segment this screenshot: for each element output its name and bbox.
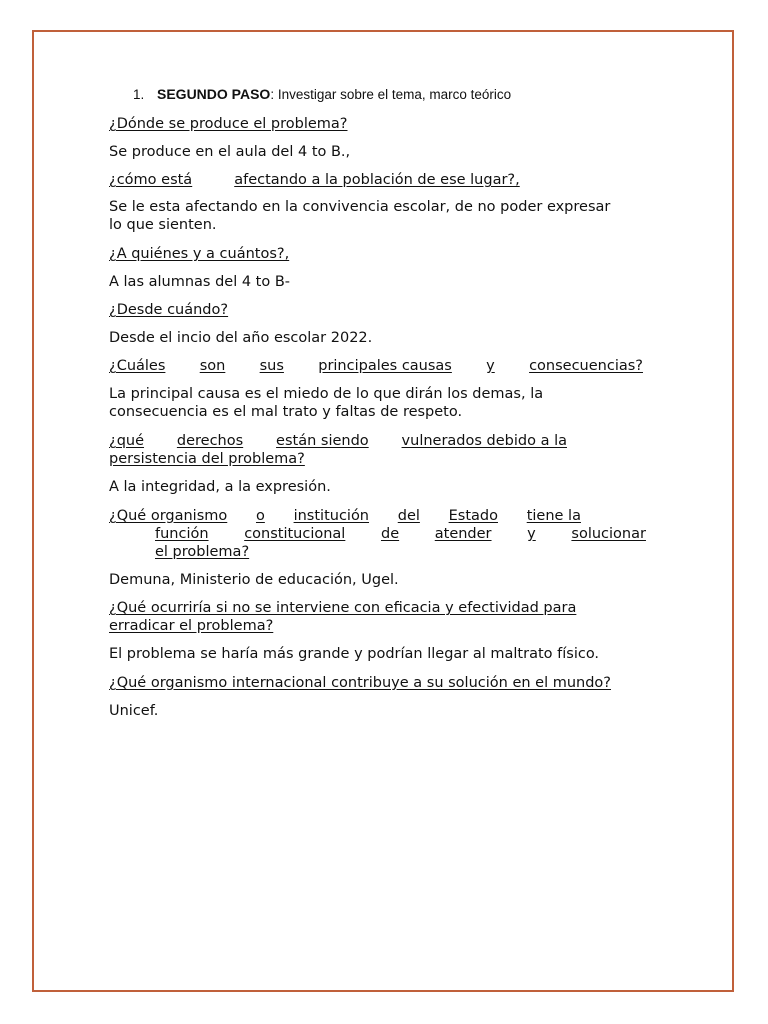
question-5-word: son xyxy=(199,358,226,374)
question-6-word: están siendo xyxy=(276,433,369,449)
question-8-line-1: ¿Qué ocurriría si no se interviene con eficacia y efectividad para xyxy=(109,600,577,616)
question-6-line-2: persistencia del problema? xyxy=(109,451,305,467)
question-5-word: y xyxy=(486,358,495,374)
question-9: ¿Qué organismo internacional contribuye a su solución en el mundo? xyxy=(109,675,611,691)
question-6-word: vulnerados debido a la xyxy=(401,433,567,449)
question-2 xyxy=(109,171,649,189)
list-number: 1. xyxy=(133,87,145,102)
question-7-word: o xyxy=(255,508,265,524)
question-2-part-1: ¿cómo está xyxy=(109,172,193,188)
question-7-word: función xyxy=(155,526,209,542)
question-7-word: del xyxy=(397,508,420,524)
answer-2-line-1: Se le esta afectando en la convivencia escolar, de no poder expresar xyxy=(109,199,611,215)
answer-5-line-2: consecuencia es el mal trato y faltas de respeto. xyxy=(109,404,463,420)
question-7-word: solucionar xyxy=(571,526,646,542)
question-7-word: institución xyxy=(293,508,370,524)
answer-7: Demuna, Ministerio de educación, Ugel. xyxy=(109,572,399,588)
answer-1: Se produce en el aula del 4 to B., xyxy=(109,144,351,160)
question-7-word: constitucional xyxy=(244,526,346,542)
question-5-word: sus xyxy=(259,358,284,374)
question-7-line-1 xyxy=(109,507,581,525)
question-7-line-3 xyxy=(109,543,249,561)
answer-6: A la integridad, a la expresión. xyxy=(109,479,331,495)
heading-bold: SEGUNDO PASO xyxy=(157,86,271,102)
question-5-word: principales causas xyxy=(318,358,452,374)
step-heading xyxy=(133,86,511,102)
question-6-word: derechos xyxy=(176,433,244,449)
answer-3: A las alumnas del 4 to B- xyxy=(109,274,291,290)
question-1: ¿Dónde se produce el problema? xyxy=(109,116,348,132)
question-2-part-2: afectando a la población de ese lugar?, xyxy=(234,172,520,188)
question-6-line-1 xyxy=(109,432,567,450)
question-5-word: ¿Cuáles xyxy=(109,358,166,374)
question-7-word: atender xyxy=(434,526,492,542)
question-4: ¿Desde cuándo? xyxy=(109,302,229,318)
answer-4: Desde el incio del año escolar 2022. xyxy=(109,330,373,346)
question-3: ¿A quiénes y a cuántos?, xyxy=(109,246,290,262)
question-7-line-2 xyxy=(109,525,646,543)
question-7-word: tiene la xyxy=(526,508,581,524)
answer-9: Unicef. xyxy=(109,703,159,719)
heading-rest: : Investigar sobre el tema, marco teórico xyxy=(270,87,512,102)
question-5 xyxy=(109,357,643,375)
question-8-line-2: erradicar el problema? xyxy=(109,618,274,634)
question-5-word: consecuencias? xyxy=(529,358,643,374)
question-7-word: Estado xyxy=(448,508,498,524)
question-7-word: de xyxy=(380,526,400,542)
question-7-word: ¿Qué organismo xyxy=(109,508,228,524)
answer-8: El problema se haría más grande y podrían llegar al maltrato físico. xyxy=(109,646,600,662)
question-6-word: ¿qué xyxy=(109,433,145,449)
answer-5-line-1: La principal causa es el miedo de lo que dirán los demas, la xyxy=(109,386,544,402)
question-7-word: y xyxy=(527,526,536,542)
question-7-line-3-text: el problema? xyxy=(155,544,250,560)
answer-2-line-2: lo que sienten. xyxy=(109,217,217,233)
